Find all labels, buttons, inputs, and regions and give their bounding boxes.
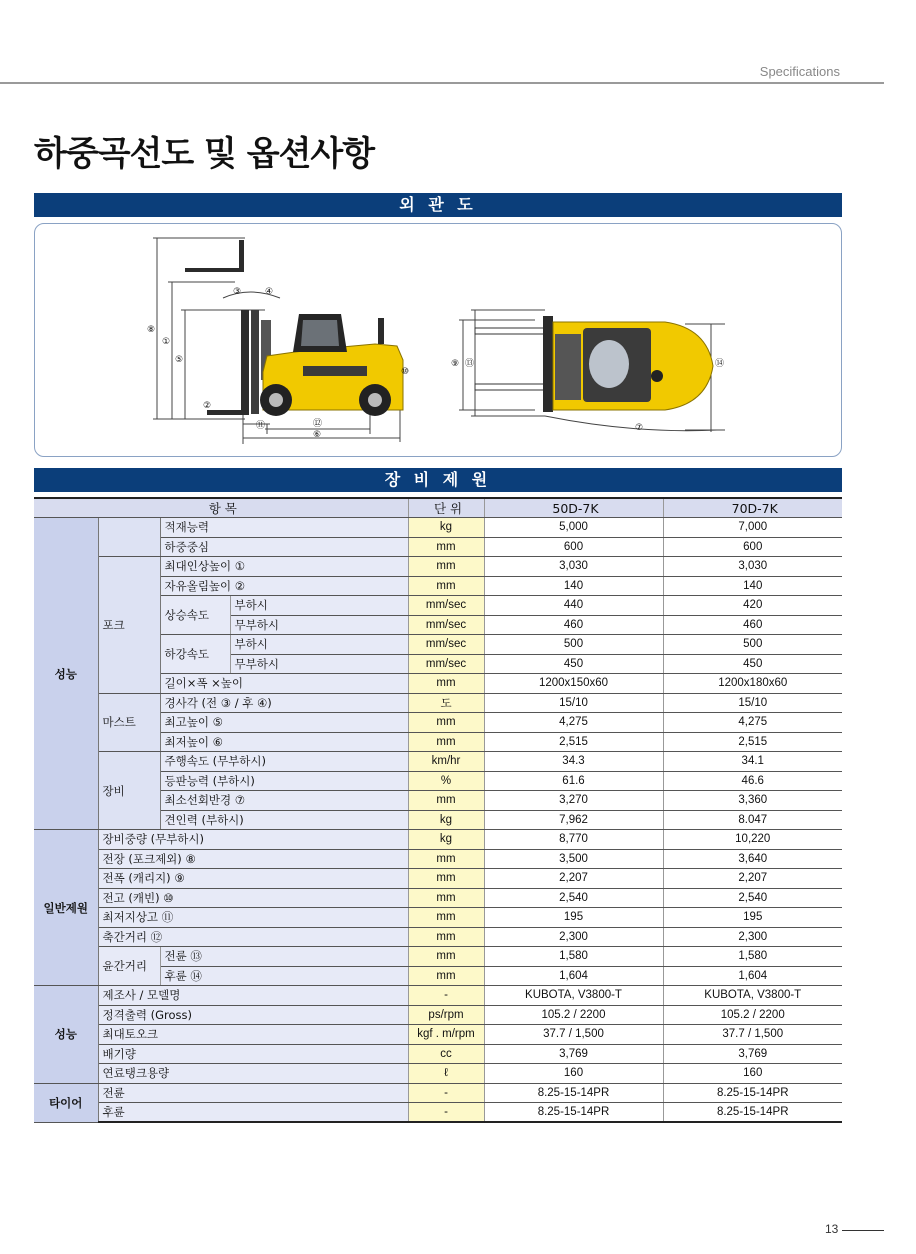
svg-text:④: ④ [265,287,274,297]
table-row [34,927,842,947]
exhaust [378,318,384,344]
row-label: 무부하시 [230,654,408,674]
row-unit: kg [408,830,484,850]
exterior-diagram [34,223,842,457]
table-row [34,1064,842,1084]
table-row [34,888,842,908]
row-value-2: 34.1 [663,752,842,772]
row-unit: mm [408,947,484,967]
row-value-1: KUBOTA, V3800-T [484,986,663,1006]
table-row [34,1103,842,1123]
row-value-1: 4,275 [484,713,663,733]
row-label: 최저지상고 ⑪ [98,908,408,928]
header-model-1: 50D-7K [484,498,663,518]
row-label: 부하시 [230,635,408,655]
row-value-2: 105.2 / 2200 [663,1005,842,1025]
row-value-1: 460 [484,615,663,635]
page-title: 하중곡선도 및 옵션사항 [34,134,375,174]
row-label: 길이×폭 ×높이 [160,674,408,694]
row-value-1: 8.25-15-14PR [484,1103,663,1123]
row-value-1: 3,500 [484,849,663,869]
row-unit: - [408,1103,484,1123]
row-value-1: 105.2 / 2200 [484,1005,663,1025]
row-value-1: 500 [484,635,663,655]
section-title-specs: 장 비 제 원 [34,468,842,492]
row-unit: - [408,986,484,1006]
row-unit: mm/sec [408,615,484,635]
row-value-2: 8.25-15-14PR [663,1083,842,1103]
table-row [34,830,842,850]
table-row [34,986,842,1006]
row-value-2: 195 [663,908,842,928]
row-unit: mm/sec [408,654,484,674]
row-unit: mm/sec [408,635,484,655]
row-value-1: 450 [484,654,663,674]
top-carriage [543,316,553,412]
svg-text:①: ① [162,337,171,347]
row-value-1: 15/10 [484,693,663,713]
header-item: 항 목 [34,498,408,518]
row-label: 장비중량 (무부하시) [98,830,408,850]
table-row [34,1044,842,1064]
row-unit: mm [408,732,484,752]
table-row [34,1025,842,1045]
row-label: 후륜 [98,1103,408,1123]
row-unit: % [408,771,484,791]
row-label: 적재능력 [160,518,408,538]
forklift-drawing [35,224,841,456]
row-unit: kgf . m/rpm [408,1025,484,1045]
row-unit: km/hr [408,752,484,772]
row-label: 자유올림높이 ② [160,576,408,596]
row-value-1: 195 [484,908,663,928]
row-value-1: 37.7 / 1,500 [484,1025,663,1045]
row-unit: mm [408,966,484,986]
fork-top [239,240,244,272]
row-value-1: 2,300 [484,927,663,947]
row-label: 연료탱크용량 [98,1064,408,1084]
subgroup-label: 장비 [98,752,160,830]
svg-text:⑪: ⑪ [256,421,266,431]
row-value-2: 500 [663,635,842,655]
row-value-1: 8.25-15-14PR [484,1083,663,1103]
row-unit: cc [408,1044,484,1064]
page-number-rule [842,1230,884,1231]
subgroup-label: 윤간거리 [98,947,160,986]
row-value-2: 3,640 [663,849,842,869]
row-unit: mm [408,557,484,577]
fork-blade [207,410,249,415]
row-value-1: 61.6 [484,771,663,791]
subgroup-label: 포크 [98,557,160,694]
row-unit: mm [408,791,484,811]
row-label: 전폭 (캐리지) ⑨ [98,869,408,889]
row-value-1: 3,769 [484,1044,663,1064]
row-value-2: 3,030 [663,557,842,577]
svg-text:⑥: ⑥ [313,430,322,440]
subgroup-label: 마스트 [98,693,160,752]
row-value-1: 1,604 [484,966,663,986]
svg-text:⑭: ⑭ [715,359,725,369]
row-label: 제조사 / 모델명 [98,986,408,1006]
spec-table [34,497,842,1123]
row-value-1: 1,580 [484,947,663,967]
row-value-1: 2,540 [484,888,663,908]
subgroup-label: 상승속도 [160,596,230,635]
table-header-row [34,498,842,518]
subgroup-label: 하강속도 [160,635,230,674]
section-title-exterior: 외 관 도 [34,193,842,217]
row-value-1: 7,962 [484,810,663,830]
page-number: 13 [825,1222,839,1236]
svg-text:⑫: ⑫ [313,419,323,429]
row-value-2: 1200x180x60 [663,674,842,694]
row-label: 전륜 ⑬ [160,947,408,967]
row-value-1: 600 [484,537,663,557]
row-unit: mm [408,888,484,908]
row-unit: mm [408,713,484,733]
svg-text:⑤: ⑤ [175,355,184,365]
table-row [34,518,842,538]
row-value-1: 8,770 [484,830,663,850]
row-value-2: 2,300 [663,927,842,947]
row-label: 최고높이 ⑤ [160,713,408,733]
row-value-2: 4,275 [663,713,842,733]
table-row [34,557,842,577]
mast-rail [241,310,249,414]
svg-text:⑦: ⑦ [635,423,644,433]
row-value-2: 420 [663,596,842,616]
row-label: 축간거리 ⑫ [98,927,408,947]
row-value-2: 460 [663,615,842,635]
row-value-2: 2,207 [663,869,842,889]
row-value-2: 10,220 [663,830,842,850]
header-unit: 단 위 [408,498,484,518]
row-label: 정격출력 (Gross) [98,1005,408,1025]
row-value-1: 34.3 [484,752,663,772]
row-value-1: 2,207 [484,869,663,889]
row-unit: mm [408,537,484,557]
table-row [34,869,842,889]
table-row [34,849,842,869]
row-value-2: 37.7 / 1,500 [663,1025,842,1045]
row-value-2: 2,515 [663,732,842,752]
row-value-1: 2,515 [484,732,663,752]
row-value-2: 15/10 [663,693,842,713]
row-value-2: 450 [663,654,842,674]
row-unit: mm/sec [408,596,484,616]
row-value-2: 1,580 [663,947,842,967]
row-label: 경사각 (전 ③ / 후 ④) [160,693,408,713]
row-label: 전장 (포크제외) ⑧ [98,849,408,869]
row-label: 전고 (캐빈) ⑩ [98,888,408,908]
row-label: 부하시 [230,596,408,616]
row-value-2: 160 [663,1064,842,1084]
svg-text:⑧: ⑧ [147,325,156,335]
table-row [34,693,842,713]
row-value-2: 1,604 [663,966,842,986]
row-unit: mm [408,849,484,869]
svg-text:②: ② [203,401,212,411]
row-value-2: 8.25-15-14PR [663,1103,842,1123]
row-value-1: 160 [484,1064,663,1084]
svg-text:③: ③ [233,287,242,297]
row-unit: 도 [408,693,484,713]
row-label: 등판능력 (부하시) [160,771,408,791]
side-view [147,238,409,444]
row-value-2: KUBOTA, V3800-T [663,986,842,1006]
svg-text:⑨: ⑨ [451,359,460,369]
row-value-2: 46.6 [663,771,842,791]
row-label: 최소선회반경 ⑦ [160,791,408,811]
table-row [34,752,842,772]
row-label: 전륜 [98,1083,408,1103]
row-unit: kg [408,518,484,538]
table-row [34,1005,842,1025]
row-value-1: 5,000 [484,518,663,538]
group-label: 타이어 [34,1083,98,1122]
table-row [34,947,842,967]
row-value-2: 2,540 [663,888,842,908]
row-label: 후륜 ⑭ [160,966,408,986]
row-unit: mm [408,927,484,947]
row-label: 최대토오크 [98,1025,408,1045]
row-label: 최대인상높이 ① [160,557,408,577]
row-value-2: 3,769 [663,1044,842,1064]
row-label: 주행속도 (무부하시) [160,752,408,772]
row-unit: ps/rpm [408,1005,484,1025]
row-unit: - [408,1083,484,1103]
row-unit: mm [408,576,484,596]
row-unit: mm [408,674,484,694]
subgroup-blank [98,518,160,557]
header-model-2: 70D-7K [663,498,842,518]
row-label: 배기량 [98,1044,408,1064]
row-value-1: 3,030 [484,557,663,577]
row-value-1: 140 [484,576,663,596]
row-value-2: 7,000 [663,518,842,538]
header-rule [0,82,884,84]
row-unit: kg [408,810,484,830]
table-row [34,1083,842,1103]
row-label: 견인력 (부하시) [160,810,408,830]
row-unit: mm [408,869,484,889]
row-value-2: 3,360 [663,791,842,811]
svg-text:⑩: ⑩ [401,367,410,377]
table-row [34,908,842,928]
row-label: 하중중심 [160,537,408,557]
row-label: 최저높이 ⑥ [160,732,408,752]
header-label: Specifications [759,64,840,79]
group-label: 성능 [34,986,98,1084]
group-label: 성능 [34,518,98,830]
row-label: 무부하시 [230,615,408,635]
row-value-1: 3,270 [484,791,663,811]
top-view [451,310,725,433]
row-value-1: 1200x150x60 [484,674,663,694]
row-value-2: 600 [663,537,842,557]
row-unit: mm [408,908,484,928]
row-unit: ℓ [408,1064,484,1084]
row-value-2: 140 [663,576,842,596]
svg-text:⑬: ⑬ [465,359,475,369]
row-value-2: 8.047 [663,810,842,830]
group-label: 일반제원 [34,830,98,986]
row-value-1: 440 [484,596,663,616]
